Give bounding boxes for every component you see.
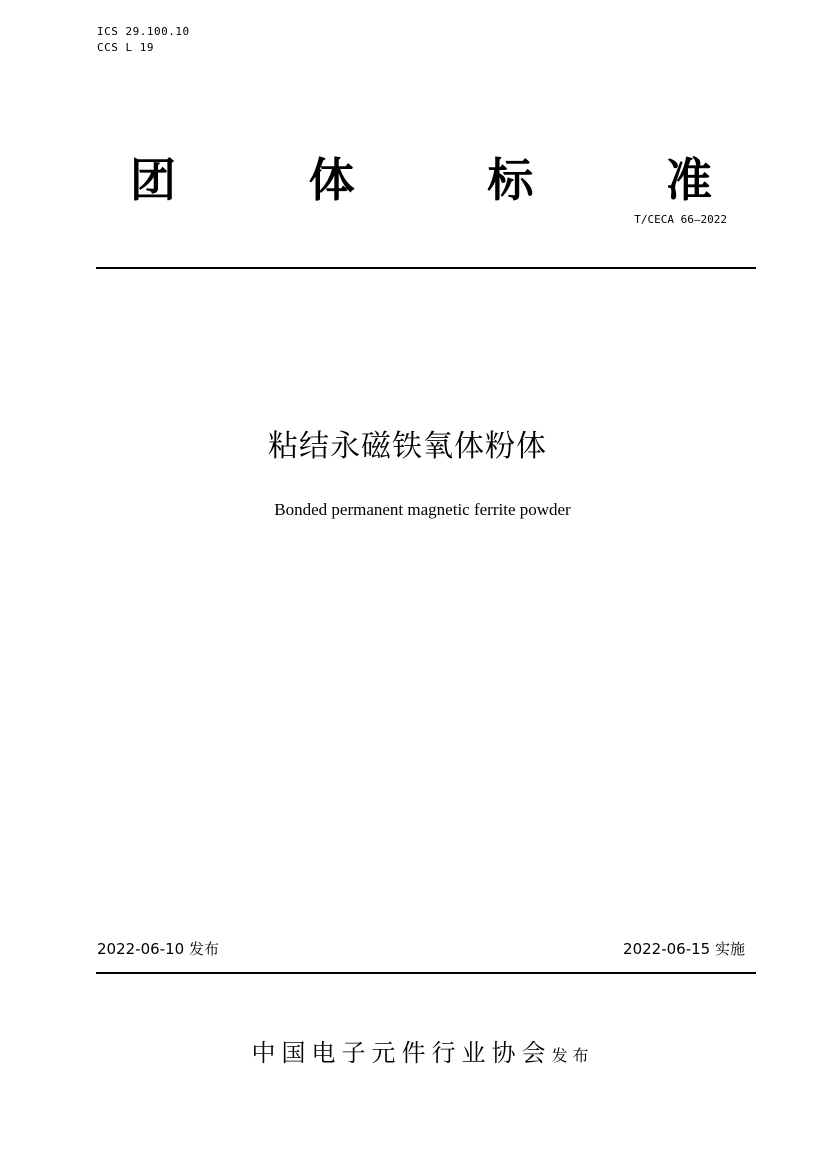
issuer-suffix: 发布 — [551, 1046, 594, 1065]
classification-codes — [97, 24, 190, 56]
implementation-date: 2022-06-15 实施 — [623, 940, 745, 958]
document-title-chinese: 粘结永磁铁氧体粉体 — [268, 429, 547, 464]
standard-type-char-1: 团 — [130, 153, 176, 207]
issuing-organization — [0, 1035, 815, 1074]
standard-type-char-3: 标 — [487, 153, 534, 207]
ics-code: ICS 29.100.10 — [97, 25, 190, 38]
top-divider — [96, 267, 756, 269]
issuer-name: 中国电子元件行业协会 — [251, 1039, 552, 1067]
bottom-divider — [96, 972, 756, 974]
publish-date: 2022-06-10 发布 — [97, 940, 219, 958]
document-title-english: Bonded permanent magnetic ferrite powder — [274, 500, 571, 519]
standard-number: T/CECA 66—2022 — [634, 213, 727, 226]
standard-type-char-4: 准 — [665, 153, 712, 207]
ccs-code: CCS L 19 — [97, 41, 154, 54]
standard-type-heading — [130, 150, 712, 210]
standard-type-char-2: 体 — [308, 153, 355, 207]
